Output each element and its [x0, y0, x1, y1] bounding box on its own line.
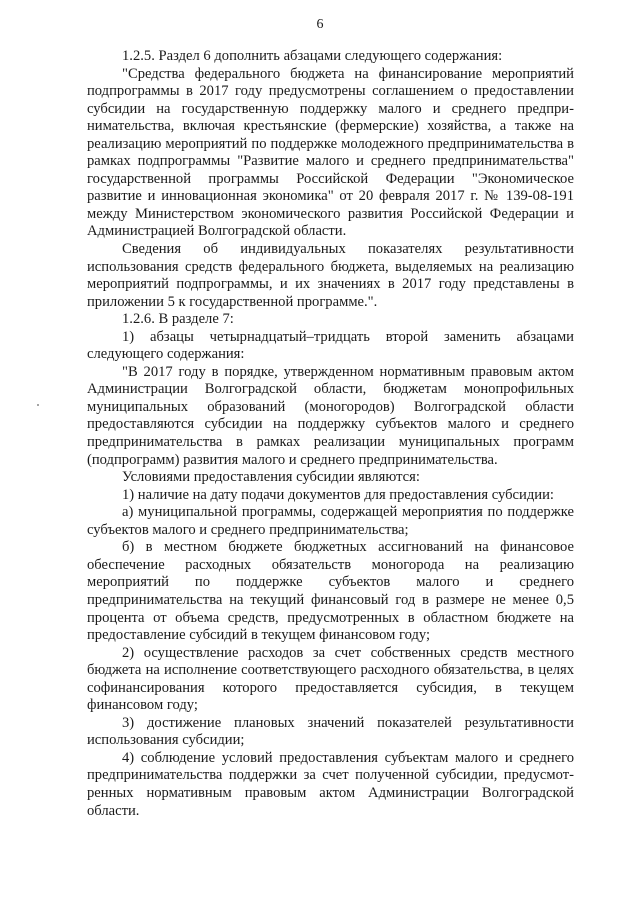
paragraph-condition-1: 1) наличие на дату подачи документов для предоставления субсидии:	[122, 486, 554, 503]
paragraph-federal-funds: "Средства федерального бюджета на финансирование мероприятий подпрограммы в 2017 году предусмотрены соглашением о предоставлении субсидии на государственную поддержку малого и среднего предпринимательства, включая крестьянские (фермерские) хозяйства, а также на реализацию мероприятий по поддержке молодежного предпринимательства в рамках подпрограммы "Развитие малого и среднего предпринимательства" государственной программы Российской Федерации "Экономическое развитие и инновационная экономика" от 20 февраля 2017 г. № 139-08-191 между Министерством экономического развития Российской Федерации и Администрацией Волгоградской области.	[87, 65, 574, 240]
paragraph-subsidies-2017: "В 2017 году в порядке, утвержденном нормативным правовым актом Администрации Волгоградской области, бюджетам монопрофильных муниципальных образований (моногородов) Волгоградской области предоставляются субсидии на поддержку субъектов малого и среднего предпринимательства в рамках реализации муниципальных программ (подпрограмм) развития малого и среднего предпринимательства.	[87, 363, 574, 468]
paragraph-performance-indicators: Сведения об индивидуальных показателях результативности использования средств федерального бюджета, выделяемых на реализацию мероприятий подпрограммы, и их значениях в 2017 году представлены в приложении 5 к государственной программе.".	[87, 241, 574, 310]
scan-speck	[37, 404, 39, 406]
paragraph-condition-2: 2) осуществление расходов за счет собственных средств местного бюджета на исполнение соответствующего расходного обязательства, в целях софинансирования которого предоставляется субсидия, в текущем финансовом году;	[87, 644, 574, 714]
paragraph-condition-1b: б) в местном бюджете бюджетных ассигнований на финансовое обеспечение расходных обязательств моногорода на реализацию мероприятий по поддержке субъектов малого и среднего предпринимательства на текущий финансовый год в размере не менее 0,5 процента от объема средств, предусмотренных в областном бюджете на предоставление субсидий в текущем финансовом году;	[87, 539, 574, 644]
paragraph-condition-1a: а) муниципальной программы, содержащей мероприятия по поддержке субъектов малого и среднего предпринимательства;	[87, 504, 574, 538]
paragraph-condition-3: 3) достижение плановых значений показателей результативности использования субсидии;	[87, 714, 574, 749]
paragraph-1-2-5: 1.2.5. Раздел 6 дополнить абзацами следующего содержания:	[122, 48, 503, 64]
page-number: 6	[316, 17, 324, 32]
document-body	[87, 48, 574, 820]
paragraph-replace-clauses: 1) абзацы четырнадцатый–тридцать второй заменить абзацами следующего содержания:	[87, 328, 574, 363]
paragraph-1-2-6: 1.2.6. В разделе 7:	[122, 311, 234, 328]
paragraph-conditions-heading: Условиями предоставления субсидии являются:	[122, 469, 420, 486]
paragraph-condition-4: 4) соблюдение условий предоставления субъектам малого и среднего предпринимательства поддержки за счет полученной субсидии, предусмотренных нормативным правовым актом Администрации Волгоградской области.	[87, 749, 574, 819]
